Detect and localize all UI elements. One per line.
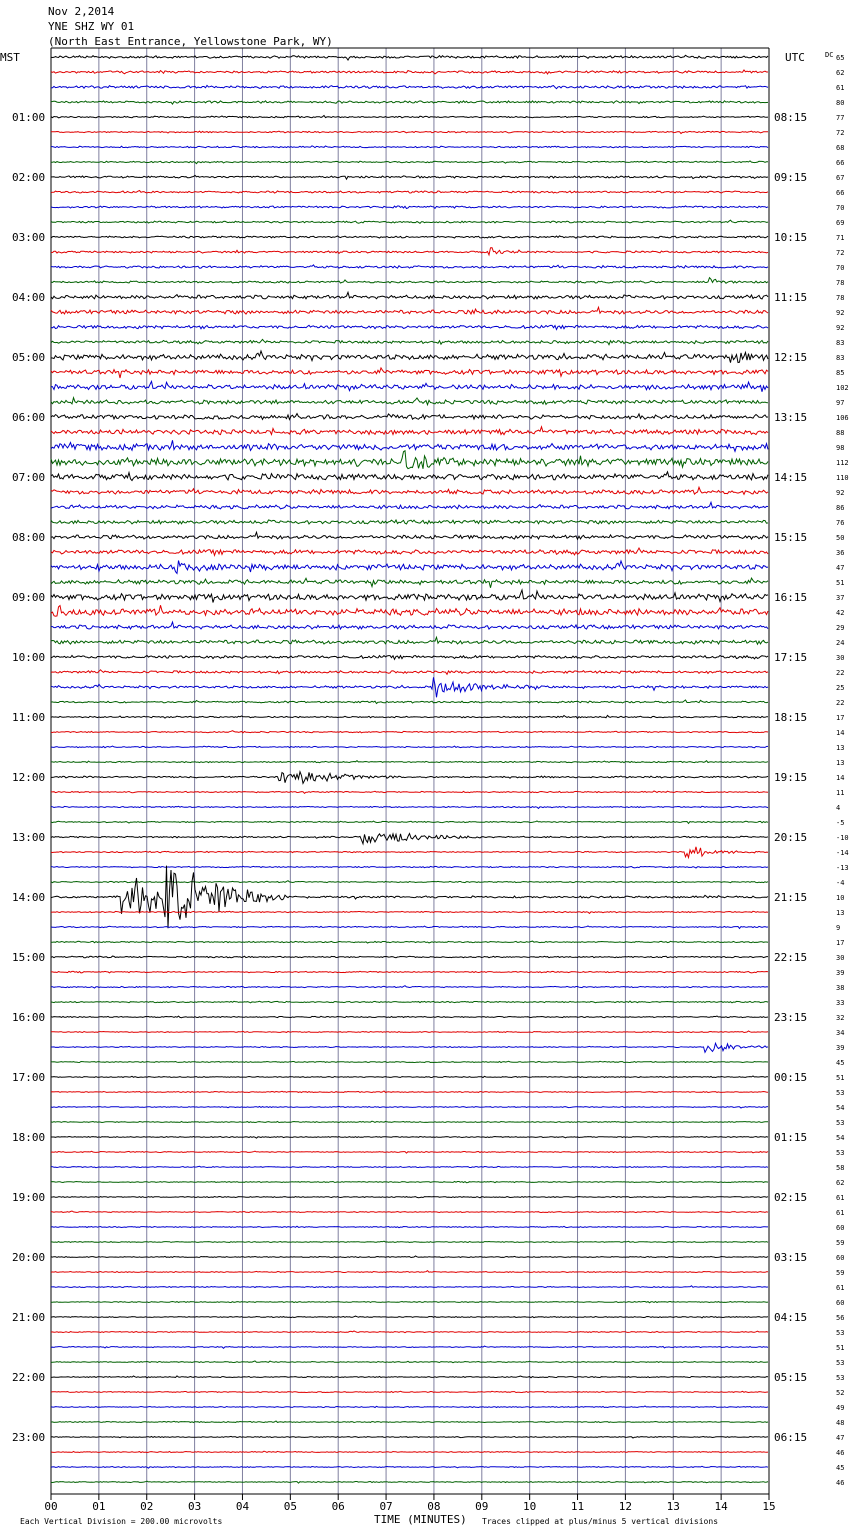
dc-offset-label: 14 (836, 774, 845, 782)
mst-hour-label: 23:00 (12, 1431, 46, 1444)
mst-hour-label: 08:00 (12, 531, 46, 544)
mst-hour-label: 17:00 (12, 1071, 46, 1084)
trace-line (51, 85, 768, 88)
utc-hour-label: 00:15 (774, 1071, 808, 1084)
dc-offset-label: 66 (836, 189, 845, 197)
trace-line (51, 761, 768, 763)
trace-line (51, 821, 768, 823)
x-tick-label: 15 (762, 1500, 776, 1513)
grid-layer (51, 48, 769, 1500)
x-tick-label: 03 (187, 1500, 202, 1513)
trace-line (51, 278, 768, 284)
x-tick-label: 09 (475, 1500, 489, 1513)
dc-offset-label: 22 (836, 699, 845, 707)
utc-hour-label: 02:15 (774, 1191, 808, 1204)
trace-line (51, 637, 768, 644)
trace-line (51, 941, 768, 943)
trace-line (51, 414, 768, 420)
trace-line (51, 1121, 768, 1122)
dc-offset-label: 45 (836, 1464, 845, 1472)
dc-offset-label: 78 (836, 279, 845, 287)
trace-line (51, 1031, 768, 1033)
trace-line (51, 520, 768, 524)
utc-hour-label: 06:15 (774, 1431, 808, 1444)
dc-offset-label: -4 (836, 879, 845, 887)
dc-offset-label: 22 (836, 669, 845, 677)
trace-line (51, 131, 768, 133)
dc-offset-label: 39 (836, 969, 845, 977)
dc-offset-label: 61 (836, 84, 845, 92)
trace-line (51, 715, 768, 718)
trace-line (51, 1406, 768, 1408)
trace-line (51, 1302, 768, 1303)
trace-line (51, 307, 768, 314)
dc-offset-label: -5 (836, 819, 845, 827)
mst-hour-label: 09:00 (12, 591, 46, 604)
utc-hour-label: 22:15 (774, 951, 808, 964)
dc-offset-label: 47 (836, 564, 845, 572)
dc-offset-label: 69 (836, 219, 845, 227)
trace-line (51, 1391, 768, 1392)
trace-line (51, 1106, 768, 1108)
dc-offset-label: 97 (836, 399, 845, 407)
dc-offset-label: 54 (836, 1134, 845, 1142)
utc-hour-label: 17:15 (774, 651, 808, 664)
footer-clip-note: Traces clipped at plus/minus 5 vertical divisions (482, 1517, 719, 1526)
trace-line (51, 1331, 768, 1333)
header-station: YNE SHZ WY 01 (48, 20, 135, 33)
dc-offset-label: 59 (836, 1269, 845, 1277)
dc-offset-label: 29 (836, 624, 845, 632)
dc-offset-label: 110 (836, 474, 849, 482)
trace-line (51, 440, 768, 451)
trace-line (51, 622, 768, 629)
dc-offset-label: 53 (836, 1089, 845, 1097)
trace-line (51, 677, 768, 697)
mst-hour-label: 03:00 (12, 231, 46, 244)
dc-offset-label: 9 (836, 924, 841, 932)
mst-hour-label: 18:00 (12, 1131, 46, 1144)
trace-line (51, 502, 768, 509)
dc-offset-label: -13 (836, 864, 849, 872)
dc-offset-label: 39 (836, 1044, 845, 1052)
dc-offset-label: 54 (836, 1104, 845, 1112)
trace-line (51, 655, 768, 659)
trace-line (51, 670, 768, 675)
trace-line (51, 487, 768, 494)
utc-hour-label: 18:15 (774, 711, 808, 724)
dc-offset-label: 92 (836, 489, 845, 497)
dc-offset-label: 62 (836, 69, 845, 77)
trace-line (51, 911, 768, 913)
x-tick-label: 01 (92, 1500, 106, 1513)
dc-offset-label: 102 (836, 384, 849, 392)
mst-hour-label: 15:00 (12, 951, 46, 964)
dc-offset-label: 71 (836, 234, 845, 242)
trace-line (51, 1016, 768, 1018)
trace-line (51, 1061, 768, 1062)
trace-line (51, 1466, 768, 1468)
trace-line (51, 236, 768, 238)
mst-hour-label: 06:00 (12, 411, 46, 424)
trace-line (51, 532, 768, 539)
trace-line (51, 1182, 768, 1183)
mst-hour-label: 04:00 (12, 291, 46, 304)
dc-offset-label: 72 (836, 249, 845, 257)
dc-offset-label: 38 (836, 984, 845, 992)
trace-line (51, 1076, 768, 1078)
dc-offset-label: 25 (836, 684, 845, 692)
header-location: (North East Entrance, Yellowstone Park, WY) (48, 35, 333, 48)
footer-scale-note: Each Vertical Division = 200.00 microvolts (20, 1517, 223, 1526)
trace-line (51, 578, 768, 588)
dc-offset-label: 67 (836, 174, 845, 182)
trace-line (51, 292, 768, 299)
mst-hour-label: 16:00 (12, 1011, 46, 1024)
trace-line (51, 368, 768, 378)
trace-line (51, 1286, 768, 1288)
dc-offset-label: 83 (836, 339, 845, 347)
dc-offset-label: 32 (836, 1014, 845, 1022)
dc-offset-label: 10 (836, 894, 845, 902)
dc-offset-label: 37 (836, 594, 845, 602)
x-tick-label: 14 (714, 1500, 728, 1513)
trace-line (51, 605, 768, 616)
utc-axis-label: UTC (785, 51, 805, 64)
dc-offset-label: 60 (836, 1254, 845, 1262)
dc-offset-label: 62 (836, 1179, 845, 1187)
trace-line (51, 1271, 768, 1273)
utc-hour-label: 08:15 (774, 111, 808, 124)
trace-line (51, 1197, 768, 1198)
trace-line (51, 956, 768, 958)
dc-offset-label: 53 (836, 1119, 845, 1127)
dc-offset-label: 17 (836, 939, 845, 947)
trace-line (51, 1211, 768, 1213)
dc-offset-label: 30 (836, 654, 845, 662)
dc-offset-label: 85 (836, 369, 845, 377)
dc-offset-label: 30 (836, 954, 845, 962)
dc-offset-label: 13 (836, 744, 845, 752)
dc-offset-label: 53 (836, 1359, 845, 1367)
dc-offset-label: 46 (836, 1479, 845, 1487)
mst-hour-label: 10:00 (12, 651, 46, 664)
trace-line (51, 1137, 768, 1139)
trace-line (51, 1421, 768, 1423)
dc-offset-label: 34 (836, 1029, 845, 1037)
dc-offset-label: 52 (836, 1389, 845, 1397)
dc-offset-label: 53 (836, 1374, 845, 1382)
trace-line (51, 427, 768, 435)
dc-offset-label: 36 (836, 549, 845, 557)
trace-line (51, 191, 768, 194)
utc-hour-label: 05:15 (774, 1371, 808, 1384)
dc-offset-label: 13 (836, 759, 845, 767)
dc-offset-label: 11 (836, 789, 845, 797)
dc-offset-label: 58 (836, 1164, 845, 1172)
dc-offset-label: 72 (836, 129, 845, 137)
trace-line (51, 116, 768, 118)
trace-line (51, 175, 768, 179)
trace-line (51, 926, 768, 928)
dc-offset-label: 66 (836, 159, 845, 167)
trace-line (51, 101, 768, 104)
utc-hour-label: 01:15 (774, 1131, 808, 1144)
dc-offset-label: 77 (836, 114, 845, 122)
trace-line (51, 1436, 768, 1438)
trace-line (51, 806, 768, 808)
utc-hour-label: 09:15 (774, 171, 808, 184)
mst-hour-label: 02:00 (12, 171, 46, 184)
dc-offset-label: 60 (836, 1224, 845, 1232)
trace-line (51, 971, 768, 973)
dc-offset-label: 86 (836, 504, 845, 512)
mst-hour-label: 14:00 (12, 891, 46, 904)
dc-offset-label: 53 (836, 1329, 845, 1337)
utc-hour-label: 14:15 (774, 471, 808, 484)
trace-line (51, 1226, 768, 1228)
dc-offset-label: 50 (836, 534, 845, 542)
header-date: Nov 2,2014 (48, 5, 115, 18)
dc-offset-label: 51 (836, 1344, 845, 1352)
x-tick-label: 13 (666, 1500, 680, 1513)
dc-offset-label: 68 (836, 144, 845, 152)
dc-offset-label: 14 (836, 729, 845, 737)
trace-line (51, 1376, 768, 1378)
trace-line (51, 847, 768, 858)
mst-hour-label: 07:00 (12, 471, 46, 484)
dc-offset-label: 51 (836, 1074, 845, 1082)
trace-line (51, 986, 768, 988)
dc-offset-label: 48 (836, 1419, 845, 1427)
trace-line (51, 548, 768, 555)
mst-hour-label: 21:00 (12, 1311, 46, 1324)
x-tick-label: 02 (140, 1500, 154, 1513)
utc-hour-label: 12:15 (774, 351, 808, 364)
dc-offset-label: -14 (836, 849, 849, 857)
trace-line (51, 1451, 768, 1452)
dc-offset-label: 53 (836, 1149, 845, 1157)
trace-line (51, 590, 768, 603)
trace-line (51, 339, 768, 344)
utc-hour-label: 10:15 (774, 231, 808, 244)
mst-hour-label: 05:00 (12, 351, 46, 364)
trace-line (51, 1043, 768, 1052)
trace-line (51, 1481, 768, 1483)
trace-line (51, 1361, 768, 1363)
trace-line (51, 248, 768, 255)
trace-line (51, 70, 768, 74)
trace-line (51, 398, 768, 405)
trace-line (51, 746, 768, 748)
x-tick-label: 07 (379, 1500, 393, 1513)
dc-offset-label: -10 (836, 834, 849, 842)
utc-hour-label: 20:15 (774, 831, 808, 844)
trace-line (51, 451, 768, 469)
trace-line (51, 1316, 768, 1318)
dc-offset-label: 106 (836, 414, 849, 422)
dc-offset-label: 33 (836, 999, 845, 1007)
dc-offset-label: 17 (836, 714, 845, 722)
dc-offset-label: 4 (836, 804, 841, 812)
x-axis-title: TIME (MINUTES) (374, 1513, 467, 1526)
utc-hour-label: 21:15 (774, 891, 808, 904)
dc-offset-label: 88 (836, 429, 845, 437)
trace-line (51, 1166, 768, 1167)
x-tick-label: 06 (331, 1500, 345, 1513)
dc-offset-label: 56 (836, 1314, 845, 1322)
x-tick-label: 08 (427, 1500, 441, 1513)
trace-line (51, 1091, 768, 1093)
trace-line (51, 866, 768, 868)
x-tick-label: 05 (283, 1500, 297, 1513)
dc-offset-label: 61 (836, 1209, 845, 1217)
utc-hour-label: 13:15 (774, 411, 808, 424)
trace-line (51, 1001, 768, 1003)
mst-hour-label: 11:00 (12, 711, 46, 724)
trace-layer (51, 55, 768, 1483)
dc-offset-label: 92 (836, 324, 845, 332)
dc-offset-label: 51 (836, 579, 845, 587)
x-tick-label: 12 (618, 1500, 633, 1513)
trace-line (51, 1241, 768, 1242)
utc-hour-label: 04:15 (774, 1311, 808, 1324)
x-tick-label: 11 (570, 1500, 585, 1513)
trace-line (51, 206, 768, 209)
dc-offset-label: 42 (836, 609, 845, 617)
dc-offset-label: 83 (836, 354, 845, 362)
dc-offset-label: 49 (836, 1404, 845, 1412)
x-tick-label: 10 (523, 1500, 537, 1513)
dc-offset-label: 47 (836, 1434, 845, 1442)
trace-line (51, 866, 768, 929)
dc-offset-label: 45 (836, 1059, 845, 1067)
dc-offset-label: 70 (836, 204, 845, 212)
dc-offset-label: 76 (836, 519, 845, 527)
trace-line (51, 700, 768, 704)
dc-offset-label: 70 (836, 264, 845, 272)
dc-offset-label: 78 (836, 294, 845, 302)
trace-line (51, 161, 768, 164)
dc-offset-label: 46 (836, 1449, 845, 1457)
trace-line (51, 881, 768, 883)
dc-offset-label: 61 (836, 1194, 845, 1202)
dc-offset-label: 59 (836, 1239, 845, 1247)
mst-hour-label: 12:00 (12, 771, 46, 784)
mst-axis-label: MST (0, 51, 20, 64)
trace-line (51, 220, 768, 223)
trace-line (51, 561, 768, 574)
trace-line (51, 772, 768, 784)
mst-hour-label: 19:00 (12, 1191, 46, 1204)
x-tick-label: 04 (235, 1500, 250, 1513)
mst-hour-label: 22:00 (12, 1371, 46, 1384)
trace-line (51, 381, 768, 391)
trace-line (51, 351, 768, 363)
utc-hour-label: 19:15 (774, 771, 808, 784)
trace-line (51, 146, 768, 148)
trace-line (51, 55, 768, 60)
trace-line (51, 1346, 768, 1348)
utc-hour-label: 15:15 (774, 531, 808, 544)
trace-line (51, 731, 768, 733)
dc-offset-label: 98 (836, 444, 845, 452)
trace-line (51, 791, 768, 793)
dc-offset-label: 80 (836, 99, 845, 107)
mst-hour-label: 13:00 (12, 831, 46, 844)
mst-hour-label: 01:00 (12, 111, 46, 124)
trace-line (51, 834, 768, 844)
dc-offset-label: 112 (836, 459, 849, 467)
utc-hour-label: 23:15 (774, 1011, 808, 1024)
trace-line (51, 325, 768, 329)
dc-label: DC (825, 51, 834, 59)
dc-offset-label: 13 (836, 909, 845, 917)
dc-offset-label: 92 (836, 309, 845, 317)
x-tick-label: 00 (44, 1500, 58, 1513)
dc-offset-label: 65 (836, 54, 845, 62)
utc-hour-label: 16:15 (774, 591, 808, 604)
dc-offset-label: 61 (836, 1284, 845, 1292)
mst-hour-label: 20:00 (12, 1251, 46, 1264)
utc-hour-label: 11:15 (774, 291, 808, 304)
dc-offset-label: 24 (836, 639, 845, 647)
trace-line (51, 1151, 768, 1153)
dc-offset-label: 60 (836, 1299, 845, 1307)
trace-line (51, 265, 768, 268)
utc-hour-label: 03:15 (774, 1251, 808, 1264)
trace-line (51, 472, 768, 481)
trace-line (51, 1256, 768, 1258)
